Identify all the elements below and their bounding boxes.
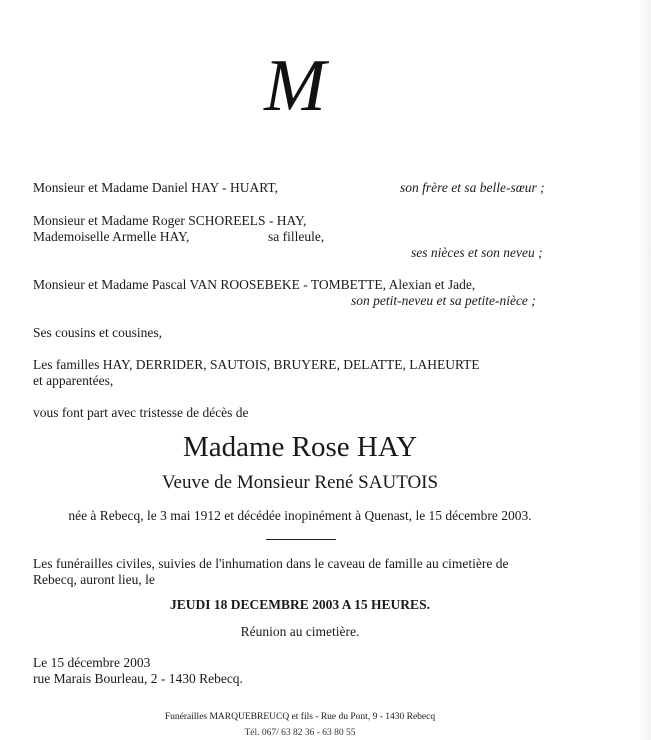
page-edge-shadow	[639, 0, 651, 740]
family-line-grandnephew: Monsieur et Madame Pascal VAN ROOSEBEKE - TOMBETTE, Alexian et Jade,	[33, 277, 476, 292]
deceased-name: Madame Rose HAY	[182, 431, 418, 463]
funeral-datetime: JEUDI 18 DECEMBRE 2003 A 15 HEURES.	[170, 597, 430, 612]
monogram-initial: M	[264, 45, 326, 127]
family-line-brother: Monsieur et Madame Daniel HAY - HUART,	[33, 180, 279, 195]
funeral-home-phone: Tél. 067/ 63 82 36 - 63 80 55	[244, 728, 356, 738]
announcement-text: vous font part avec tristesse de décès de	[33, 405, 249, 420]
cousins-line: Ses cousins et cousines,	[33, 325, 162, 340]
funeral-home-footer: Funérailles MARQUEBREUCQ et fils - Rue du Pont, 9 - 1430 Rebecq	[164, 712, 436, 722]
family-line-nieces: Monsieur et Madame Roger SCHOREELS - HAY,	[33, 213, 307, 228]
relation-grandnephew: son petit-neveu et sa petite-nièce ;	[351, 293, 536, 308]
families-line: Les familles HAY, DERRIDER, SAUTOIS, BRUYERE, DELATTE, LAHEURTE	[33, 357, 480, 372]
family-line-goddaughter: Mademoiselle Armelle HAY,	[33, 229, 190, 244]
funeral-meeting: Réunion au cimetière.	[240, 624, 360, 639]
relation-goddaughter: sa filleule,	[268, 229, 325, 244]
address-street: rue Marais Bourleau, 2 - 1430 Rebecq.	[33, 671, 243, 686]
relation-brother: son frère et sa belle-sœur ;	[400, 180, 545, 195]
funeral-text-2: Rebecq, auront lieu, le	[33, 572, 155, 587]
deceased-dates: née à Rebecq, le 3 mai 1912 et décédée inopinément à Quenast, le 15 décembre 2003.	[68, 508, 532, 523]
deceased-spouse: Veuve de Monsieur René SAUTOIS	[161, 472, 439, 493]
address-date: Le 15 décembre 2003	[33, 655, 151, 670]
families-line-2: et apparentées,	[33, 373, 114, 388]
relation-nieces: ses nièces et son neveu ;	[411, 245, 543, 260]
funeral-text: Les funérailles civiles, suivies de l'inhumation dans le caveau de famille au cimetière de	[33, 556, 509, 571]
separator-line	[266, 539, 336, 540]
